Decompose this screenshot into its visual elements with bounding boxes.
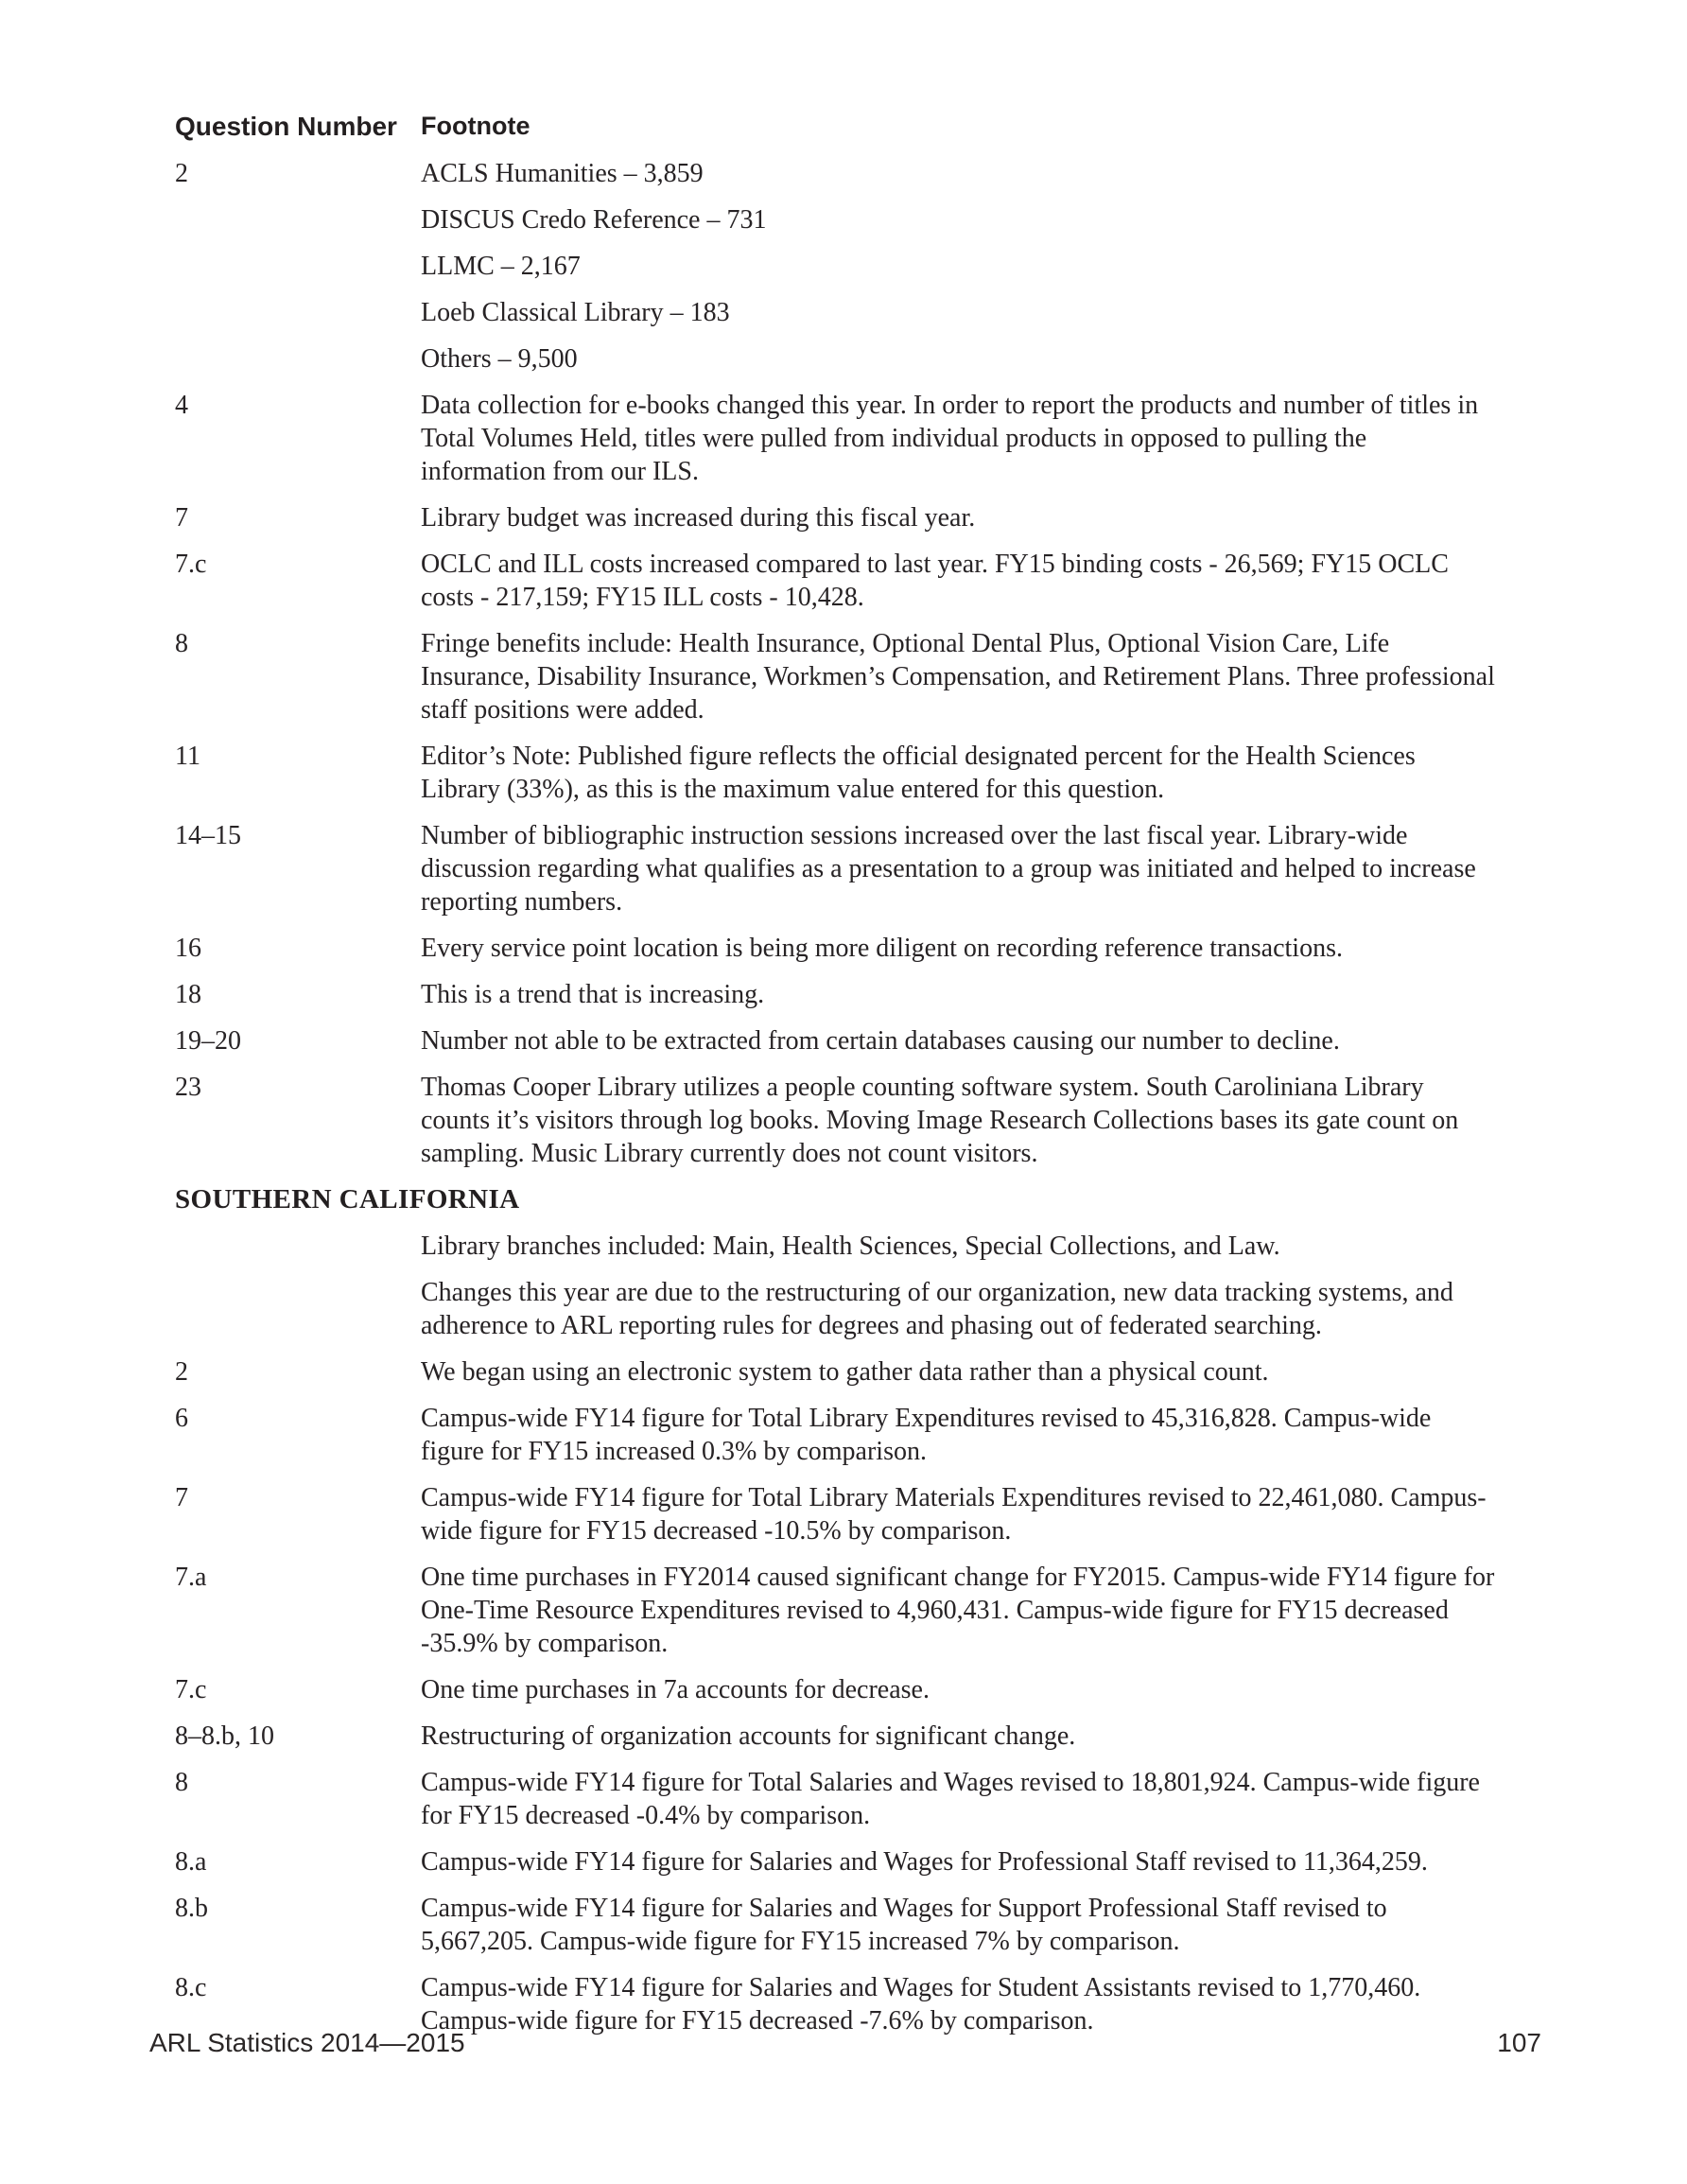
table-row: [175, 1892, 1497, 1971]
question-number-cell: 11: [175, 742, 200, 771]
footnote-cell: [421, 1276, 1497, 1355]
footnote-cell: [421, 1071, 1497, 1183]
table-row: [175, 627, 1497, 740]
footnote-cell: [421, 740, 1497, 819]
footnote-paragraph: DISCUS Credo Reference – 731: [421, 205, 767, 235]
footnote-paragraph: We began using an electronic system to gather data rather than a physical count.: [421, 1357, 1269, 1387]
footnote-cell: [421, 1024, 1497, 1071]
footnote-paragraph: Others – 9,500: [421, 344, 578, 374]
footnote-cell: [421, 1230, 1497, 1276]
footnote-cell: [421, 389, 1497, 501]
footnote-cell: [421, 1892, 1497, 1971]
question-number-cell: 7.c: [175, 550, 207, 579]
footnote-cell: [421, 1845, 1497, 1892]
table-row: [175, 1561, 1497, 1673]
table-row: [175, 1402, 1497, 1481]
footnote-paragraph: Campus-wide FY14 figure for Salaries and Wages for Student Assistants revised to 1,770,460. Campus-wide figure for FY15 decreased -7.6% by comparison.: [421, 1973, 1421, 2035]
footer-publication-title: ARL Statistics 2014—2015: [149, 2028, 465, 2057]
footnote-cell: [421, 1673, 1497, 1720]
table-row: [175, 1766, 1497, 1845]
table-row: [175, 932, 1497, 978]
footnote-paragraph: ACLS Humanities – 3,859: [421, 159, 704, 188]
footer-page-number: 107: [1497, 2028, 1541, 2057]
footnote-cell: [421, 1481, 1497, 1561]
table-row: [175, 1071, 1497, 1183]
footnote-cell: [421, 1720, 1497, 1766]
footnote-paragraph: Number not able to be extracted from certain databases causing our number to decline.: [421, 1026, 1340, 1056]
footnote-cell: [421, 157, 1497, 389]
table-row: [175, 819, 1497, 932]
table-row: [175, 1673, 1497, 1720]
footnote-paragraph: Number of bibliographic instruction sessions increased over the last fiscal year. Library-wide discussion regarding what qualifies as a presentation to a group was initiated and helped to increase reporting numbers.: [421, 821, 1476, 917]
footnote-paragraph: Campus-wide FY14 figure for Salaries and Wages for Professional Staff revised to 11,364,259.: [421, 1847, 1428, 1877]
footnote-paragraph: Library budget was increased during this fiscal year.: [421, 503, 976, 533]
footnote-paragraph: Loeb Classical Library – 183: [421, 298, 730, 327]
footnote-paragraph: Changes this year are due to the restructuring of our organization, new data tracking systems, and adherence to ARL reporting rules for degrees and phasing out of federated searching.: [421, 1278, 1453, 1340]
table-row: [175, 1355, 1497, 1402]
footnote-cell: [421, 1355, 1497, 1402]
footnote-cell: [421, 1402, 1497, 1481]
question-number-cell: 8: [175, 629, 188, 658]
footnote-cell: [421, 627, 1497, 740]
question-number-cell: 8.a: [175, 1847, 207, 1877]
question-number-cell: 6: [175, 1404, 188, 1433]
question-number-cell: 7.a: [175, 1563, 207, 1592]
question-number-cell: 7: [175, 1483, 188, 1512]
footnote-cell: [421, 819, 1497, 932]
footnote-paragraph: Fringe benefits include: Health Insurance, Optional Dental Plus, Optional Vision Care, Life Insurance, Disability Insurance, Workmen’s Compensation, and Retirement Plans. Three professional staff positions were added.: [421, 629, 1495, 725]
footnote-paragraph: One time purchases in FY2014 caused significant change for FY2015. Campus-wide FY14 figure for One-Time Resource Expenditures revised to 4,960,431. Campus-wide figure for FY15 decreased -35.9% by comparison.: [421, 1563, 1495, 1658]
footnote-paragraph: Thomas Cooper Library utilizes a people counting software system. South Caroliniana Library counts it’s visitors through log books. Moving Image Research Collections bases its gate count on sampling. Music Library currently does not count visitors.: [421, 1073, 1459, 1168]
table-row: [175, 1720, 1497, 1766]
table-row: [175, 548, 1497, 627]
question-number-cell: 18: [175, 980, 201, 1009]
footnote-paragraph: This is a trend that is increasing.: [421, 980, 765, 1009]
question-number-cell: 2: [175, 159, 188, 188]
footnote-cell: [421, 1766, 1497, 1845]
footnote-paragraph: Campus-wide FY14 figure for Total Library Materials Expenditures revised to 22,461,080. Campus-wide figure for FY15 decreased -10.5% by comparison.: [421, 1483, 1487, 1546]
footnote-paragraph: LLMC – 2,167: [421, 252, 581, 281]
column-header-footnote: Footnote: [421, 112, 530, 140]
question-number-cell: 8–8.b, 10: [175, 1721, 274, 1751]
footnote-paragraph: Campus-wide FY14 figure for Total Salaries and Wages revised to 18,801,924. Campus-wide figure for FY15 decreased -0.4% by comparison.: [421, 1768, 1480, 1830]
question-number-cell: 7: [175, 503, 188, 533]
question-number-cell: 14–15: [175, 821, 241, 850]
table-body: [175, 157, 1497, 2051]
table-row: [175, 157, 1497, 389]
footnote-paragraph: Editor’s Note: Published figure reflects the official designated percent for the Health Sciences Library (33%), as this is the maximum value entered for this question.: [421, 742, 1416, 804]
question-number-cell: 7.c: [175, 1675, 207, 1704]
question-number-cell: 16: [175, 934, 201, 963]
table-row: [175, 1845, 1497, 1892]
table-row: [175, 740, 1497, 819]
question-number-cell: 4: [175, 391, 188, 420]
table-row: [175, 978, 1497, 1024]
question-number-cell: 23: [175, 1073, 201, 1102]
footnote-paragraph: Library branches included: Main, Health Sciences, Special Collections, and Law.: [421, 1232, 1280, 1261]
question-number-cell: 2: [175, 1357, 188, 1387]
question-number-cell: 19–20: [175, 1026, 241, 1056]
page-footer: [149, 2028, 1541, 2058]
footnote-table: [175, 110, 1497, 2051]
table-row: [175, 1230, 1497, 1276]
table-row: [175, 1024, 1497, 1071]
footnote-paragraph: Restructuring of organization accounts for significant change.: [421, 1721, 1076, 1751]
footnote-paragraph: Every service point location is being more diligent on recording reference transactions.: [421, 934, 1343, 963]
footnote-paragraph: Campus-wide FY14 figure for Total Library Expenditures revised to 45,316,828. Campus-wide figure for FY15 increased 0.3% by comparison.: [421, 1404, 1432, 1466]
footnote-cell: [421, 1561, 1497, 1673]
table-row: [175, 501, 1497, 548]
footnote-paragraph: Data collection for e-books changed this year. In order to report the products and number of titles in Total Volumes Held, titles were pulled from individual products in opposed to pulling the information from our ILS.: [421, 391, 1479, 486]
table-row: [175, 1276, 1497, 1355]
question-number-cell: 8.b: [175, 1894, 208, 1923]
question-number-cell: 8.c: [175, 1973, 207, 2002]
footnote-paragraph: One time purchases in 7a accounts for decrease.: [421, 1675, 930, 1704]
column-header-question-number: Question Number: [175, 112, 397, 141]
footnote-cell: [421, 548, 1497, 627]
footnote-paragraph: Campus-wide FY14 figure for Salaries and Wages for Support Professional Staff revised to 5,667,205. Campus-wide figure for FY15 increased 7% by comparison.: [421, 1894, 1387, 1956]
table-header-row: [175, 110, 1497, 157]
footnote-paragraph: OCLC and ILL costs increased compared to last year. FY15 binding costs - 26,569; FY15 OCLC costs - 217,159; FY15 ILL costs - 10,428.: [421, 550, 1449, 612]
footnote-cell: [421, 978, 1497, 1024]
table-row: [175, 1481, 1497, 1561]
question-number-cell: 8: [175, 1768, 188, 1797]
table-row: [175, 389, 1497, 501]
footnote-cell: [421, 501, 1497, 548]
section-heading: SOUTHERN CALIFORNIA: [175, 1184, 520, 1214]
footnote-cell: [421, 932, 1497, 978]
